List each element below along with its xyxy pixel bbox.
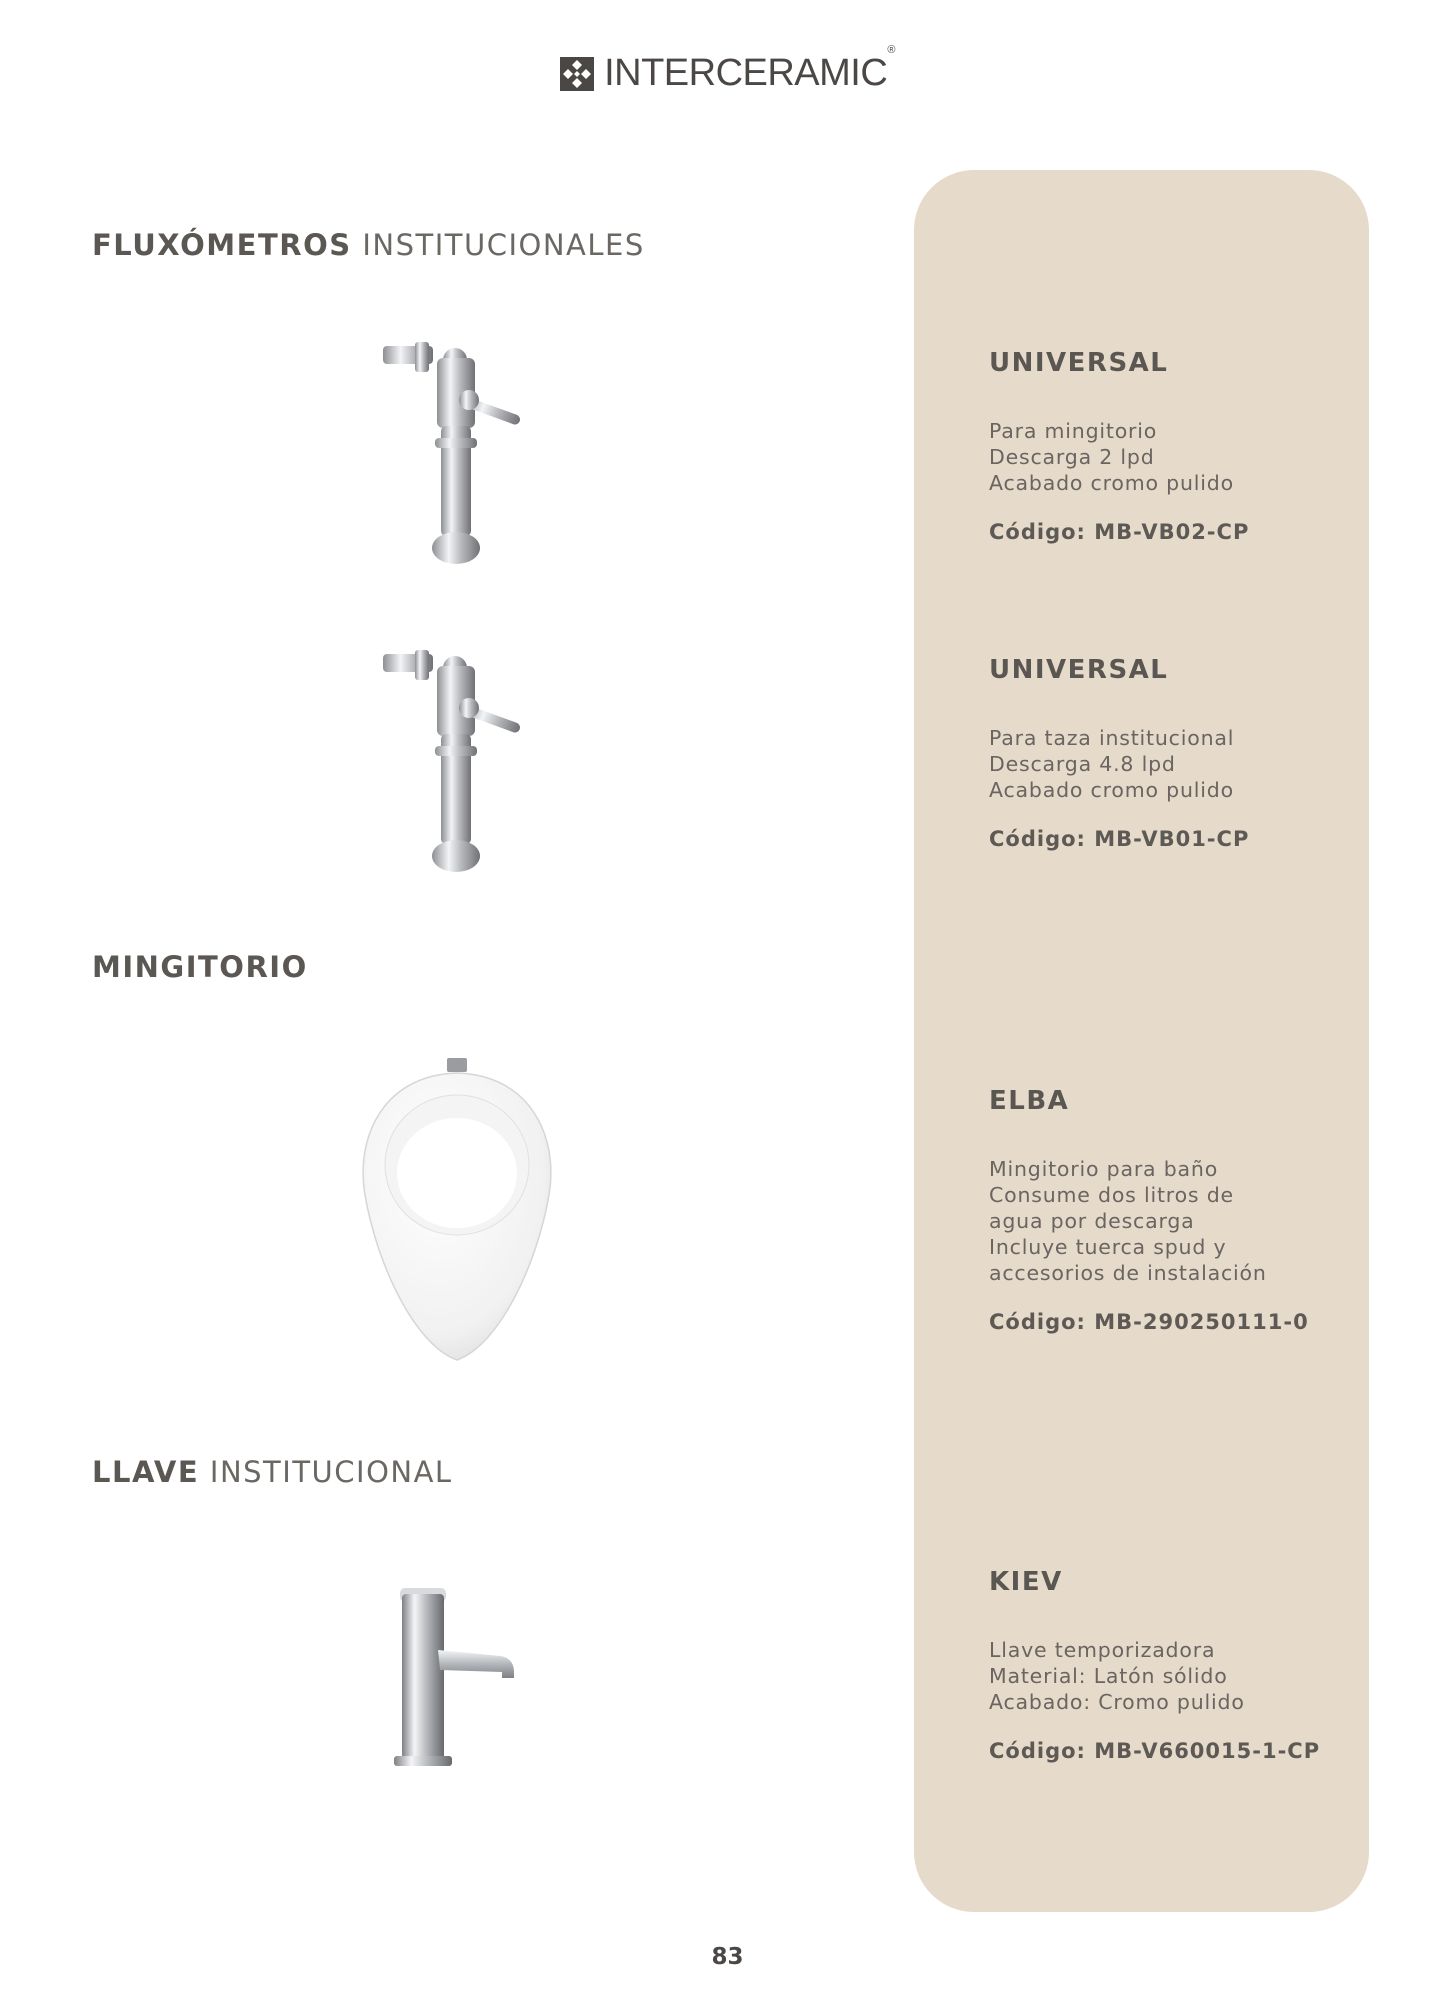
product-code: Código: MB-V660015-1-CP <box>989 1739 1321 1763</box>
product-elba <box>989 1086 1349 1334</box>
product-spec: Descarga 4.8 lpd <box>989 752 1176 776</box>
product-spec: Descarga 2 lpd <box>989 445 1155 469</box>
section-title-light: INSTITUCIONAL <box>209 1455 453 1489</box>
product-universal-mingitorio <box>989 348 1349 544</box>
product-spec: Consume dos litros de <box>989 1183 1234 1207</box>
section-title-bold: FLUXÓMETROS <box>92 228 352 262</box>
section-title-llave <box>92 1455 453 1489</box>
brand-name: INTERCERAMIC® <box>604 44 895 94</box>
section-title-mingitorio <box>92 950 308 984</box>
product-name: UNIVERSAL <box>989 348 1169 378</box>
interceramic-logo-icon <box>560 57 594 91</box>
product-spec: Mingitorio para baño <box>989 1157 1219 1181</box>
product-name: UNIVERSAL <box>989 655 1169 685</box>
product-spec: Para taza institucional <box>989 726 1235 750</box>
product-universal-taza <box>989 655 1349 851</box>
faucet-icon <box>388 1580 528 1780</box>
section-title-bold: MINGITORIO <box>92 950 308 984</box>
section-title-fluxometros <box>92 228 645 262</box>
product-spec: Llave temporizadora <box>989 1638 1216 1662</box>
product-spec: Incluye tuerca spud y <box>989 1235 1227 1259</box>
product-spec: Material: Latón sólido <box>989 1664 1228 1688</box>
product-spec: agua por descarga <box>989 1209 1195 1233</box>
product-spec: accesorios de instalación <box>989 1261 1267 1285</box>
page-number: 83 <box>711 1944 744 1970</box>
section-title-light: INSTITUCIONALES <box>362 228 645 262</box>
product-spec: Para mingitorio <box>989 419 1158 443</box>
product-name: ELBA <box>989 1086 1070 1116</box>
product-spec: Acabado: Cromo pulido <box>989 1690 1245 1714</box>
product-code: Código: MB-290250111-0 <box>989 1310 1309 1334</box>
brand-logo <box>0 44 1455 95</box>
product-kiev <box>989 1567 1349 1763</box>
product-spec: Acabado cromo pulido <box>989 778 1234 802</box>
flush-valve-icon <box>375 338 535 570</box>
flush-valve-icon <box>375 646 535 878</box>
registered-mark: ® <box>887 44 895 56</box>
product-spec: Acabado cromo pulido <box>989 471 1234 495</box>
product-name: KIEV <box>989 1567 1063 1597</box>
product-code: Código: MB-VB02-CP <box>989 520 1250 544</box>
urinal-icon <box>345 1055 570 1370</box>
section-title-bold: LLAVE <box>92 1455 200 1489</box>
product-code: Código: MB-VB01-CP <box>989 827 1250 851</box>
